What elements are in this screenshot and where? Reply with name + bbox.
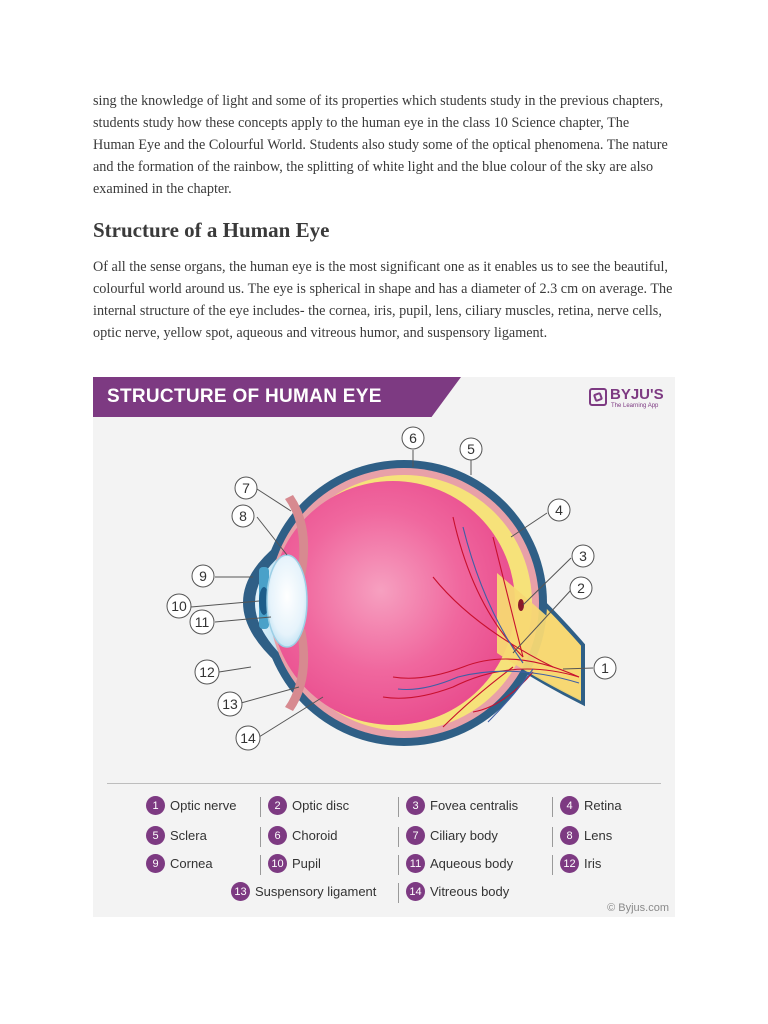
svg-text:11: 11 [194,614,210,630]
section-heading: Structure of a Human Eye [93,218,330,242]
svg-text:13: 13 [222,696,238,712]
legend-item: 7 Ciliary body [406,826,498,845]
legend-separator [260,797,261,817]
svg-text:6: 6 [409,430,417,446]
legend-separator [398,797,399,817]
callout-9 [192,565,214,587]
callout-11 [190,610,214,634]
legend-item: 12 Iris [560,854,601,873]
copyright-text: © Byjus.com [607,902,669,914]
svg-text:12: 12 [199,664,215,680]
svg-text:14: 14 [240,730,256,746]
body-paragraph: Of all the sense organs, the human eye is the most significant one as it enables us to see the beautiful, colourful world around us. The eye is spherical in shape and has a diameter of 2.3 cm on average. The internal structure of the eye includes- the cornea, iris, pupil, lens, ciliary muscles, retina, nerve cells, optic nerve, yellow spot, aqueous and vitreous humor, and suspensory ligament. [93,259,673,341]
intro-paragraph: sing the knowledge of light and some of its properties which students study in the previous chapters, students study how these concepts apply to the human eye in the class 10 Science chapter, The Human Eye and the Colourful World. Students also study some of the optical phenomena. The nature and the formation of the rainbow, the splitting of white light and the blue colour of the sky are also examined in the chapter. [93,93,668,197]
legend-divider [107,783,661,784]
callout-7 [235,477,257,499]
svg-text:5: 5 [467,441,475,457]
svg-text:2: 2 [577,580,585,596]
logo-tagline: The Learning App [611,403,659,409]
svg-text:4: 4 [555,502,563,518]
legend-item: 6 Choroid [268,826,338,845]
lens-shape [267,555,307,647]
callout-12 [195,660,219,684]
legend-separator [260,855,261,875]
legend-item: 9 Cornea [146,854,213,873]
svg-text:10: 10 [171,598,187,614]
callout-6 [402,427,424,449]
legend-separator [552,827,553,847]
callout-13 [218,692,242,716]
legend-item: 8 Lens [560,826,612,845]
callout-8 [232,505,254,527]
logo-wordmark: BYJU'S [610,386,664,403]
legend-item: 10 Pupil [268,854,321,873]
callout-4 [548,499,570,521]
legend-separator [260,827,261,847]
callout-1 [594,657,616,679]
legend-separator [552,855,553,875]
legend-item: 2 Optic disc [268,796,349,815]
svg-text:1: 1 [601,660,609,676]
legend-item: 5 Sclera [146,826,207,845]
svg-text:8: 8 [239,508,247,524]
legend-item: 3 Fovea centralis [406,796,518,815]
callout-2 [570,577,592,599]
legend-separator [552,797,553,817]
legend-separator [398,855,399,875]
figure-title: STRUCTURE OF HUMAN EYE [107,386,382,407]
callout-14 [236,726,260,750]
legend-item: 1 Optic nerve [146,796,236,815]
callout-5 [460,438,482,460]
legend-separator [398,827,399,847]
svg-text:9: 9 [199,568,207,584]
callout-10 [167,594,191,618]
eye-structure-figure [93,377,675,917]
legend-separator [398,883,399,903]
svg-text:7: 7 [242,480,250,496]
legend-item: 4 Retina [560,796,622,815]
svg-text:3: 3 [579,548,587,564]
legend-item: 13 Suspensory ligament [231,882,376,901]
legend-item: 11 Aqueous body [406,854,513,873]
legend-item: 14 Vitreous body [406,882,509,901]
callout-3 [572,545,594,567]
